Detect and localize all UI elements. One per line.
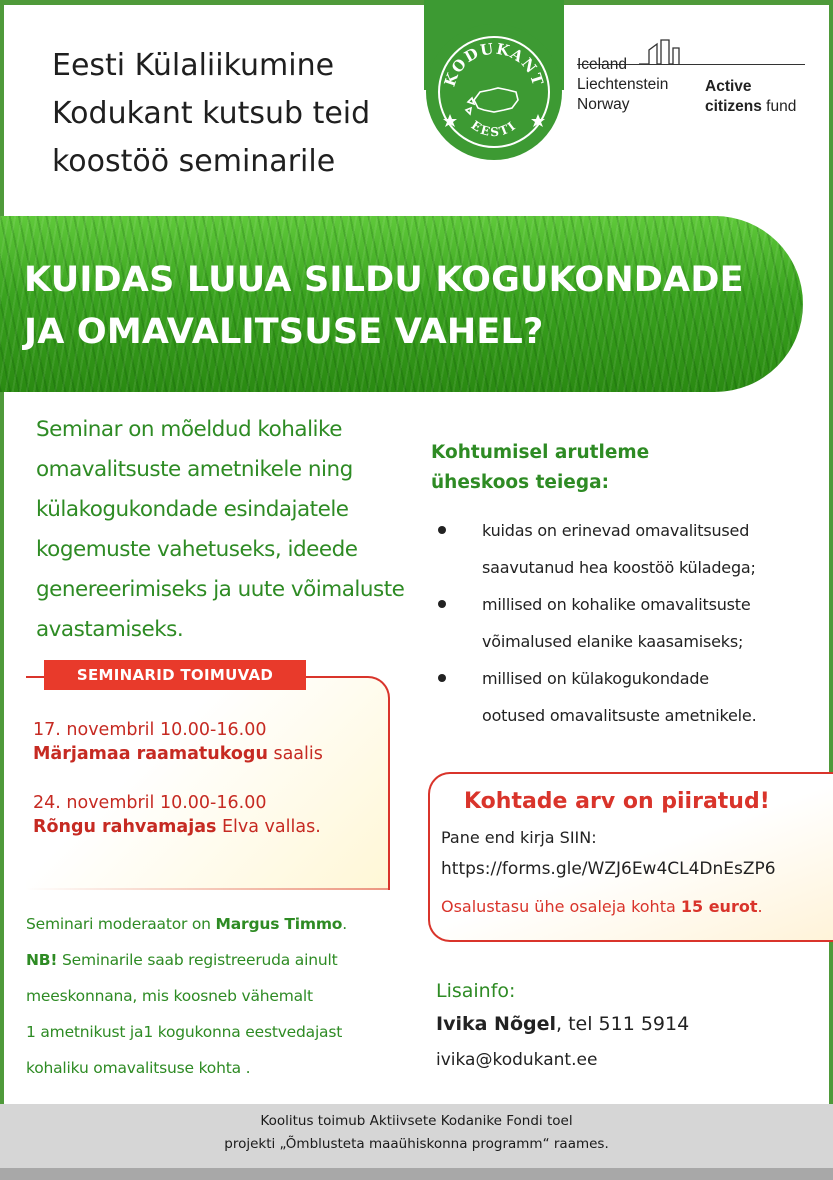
seminar-date: 17. novembril 10.00-16.00	[33, 720, 267, 740]
contact-email[interactable]: ivika@kodukant.ee	[436, 1050, 598, 1070]
intro-line: Eesti Külaliikumine	[52, 48, 335, 83]
nb-label: NB!	[26, 951, 58, 969]
contact-info	[436, 976, 816, 1078]
discussion-title-line: üheskoos teiega:	[431, 472, 609, 493]
fund-name-rest: fund	[761, 98, 797, 115]
fee-amount: 15 eurot	[680, 897, 758, 916]
fund-country: Norway	[577, 96, 630, 113]
active-citizens-fund-logo	[577, 36, 807, 126]
participation-fee: Osalustasu ühe osaleja kohta 15 eurot.	[441, 897, 763, 916]
moderator-name: Margus Timmo	[215, 915, 343, 933]
seminar-venue: Rõngu rahvamajas	[33, 817, 217, 837]
list-item: kuidas on erinevad omavalitsused saavutanud hea koostöö küladega;	[438, 512, 808, 586]
kodukant-logo	[424, 0, 564, 170]
seminar-date: 24. novembril 10.00-16.00	[33, 793, 267, 813]
moderator-line: Seminari moderaator on Margus Timmo.	[26, 915, 347, 933]
list-item: millised on kohalike omavalitsuste võimalused elanike kaasamiseks;	[438, 586, 808, 660]
seminars-tag: SEMINARID TOIMUVAD	[44, 660, 306, 690]
fund-countries	[577, 55, 668, 115]
lead-line: kogemuste vahetuseks, ideede	[36, 537, 358, 562]
estonia-map-icon	[466, 88, 518, 114]
fund-name-line1: Active	[705, 78, 752, 95]
seminars-box-bottom-edge	[26, 888, 390, 890]
logo-bottom-text: EESTI	[468, 117, 520, 140]
banner-line: JA OMAVALITSUSE VAHEL?	[24, 312, 544, 352]
discussion-title-line: Kohtumisel arutleme	[431, 442, 650, 463]
seminar-place	[33, 815, 321, 839]
contact-name-line	[436, 1006, 816, 1042]
fund-name-bold: citizens	[705, 98, 762, 115]
lead-paragraph	[36, 410, 416, 650]
lead-line: külakogukondade esindajatele	[36, 497, 349, 522]
fund-name	[705, 77, 796, 117]
banner-title	[24, 254, 794, 358]
bullet-icon	[438, 600, 446, 608]
fund-country: Iceland	[577, 56, 627, 73]
intro-line: Kodukant kutsub teid	[52, 96, 371, 131]
contact-label: Lisainfo:	[436, 980, 516, 1002]
list-item: millised on külakogukondade ootused omavalitsuste ametnikele.	[438, 660, 808, 734]
nb-line: 1 ametnikust ja1 kogukonna eestvedajast	[26, 1023, 343, 1041]
nb-line: meeskonnana, mis koosneb vähemalt	[26, 987, 313, 1005]
registration-link[interactable]: https://forms.gle/WZJ6Ew4CL4DnEsZP6	[441, 859, 776, 879]
footer-text	[0, 1110, 833, 1156]
footer-line: projekti „Õmblusteta maaühiskonna programm“ raames.	[224, 1136, 609, 1152]
seminars-box	[26, 676, 390, 890]
footer-strip	[0, 1168, 833, 1180]
fund-country: Liechtenstein	[577, 76, 669, 93]
registration-label: Pane end kirja SIIN:	[441, 828, 597, 847]
seminar-venue-rest: Elva vallas.	[216, 817, 321, 837]
nb-line: NB! Seminarile saab registreeruda ainult	[26, 951, 338, 969]
logo-emblem	[424, 22, 564, 162]
nb-line: kohaliku omavalitsuse kohta .	[26, 1059, 251, 1077]
contact-phone: , tel 511 5914	[556, 1013, 690, 1035]
grass-banner	[0, 216, 803, 392]
lead-line: genereerimiseks ja uute võimaluste	[36, 577, 405, 602]
seminar-place	[33, 742, 323, 766]
lead-line: Seminar on mõeldud kohalike	[36, 417, 342, 442]
bullet-icon	[438, 526, 446, 534]
footer-line: Koolitus toimub Aktiivsete Kodanike Fondi toel	[260, 1113, 573, 1129]
intro-line: koostöö seminarile	[52, 144, 336, 179]
intro-heading	[52, 42, 422, 186]
lead-line: avastamiseks.	[36, 617, 184, 642]
banner-line: KUIDAS LUUA SILDU KOGUKONDADE	[24, 260, 744, 300]
seminar-venue-rest: saalis	[267, 744, 323, 764]
registration-title: Kohtade arv on piiratud!	[464, 789, 770, 814]
moderator-note	[26, 906, 406, 1086]
seminar-venue: Märjamaa raamatukogu	[33, 744, 268, 764]
logo-top-text: KODUKANT	[440, 39, 548, 89]
lead-line: omavalitsuste ametnikele ning	[36, 457, 353, 482]
svg-text:EESTI	[469, 118, 520, 139]
discussion-title	[431, 438, 791, 498]
svg-text:KODUKANT	[441, 40, 548, 89]
contact-name: Ivika Nõgel	[436, 1013, 556, 1035]
top-accent-bar	[0, 0, 833, 5]
bullet-icon	[438, 674, 446, 682]
discussion-list	[438, 512, 808, 734]
